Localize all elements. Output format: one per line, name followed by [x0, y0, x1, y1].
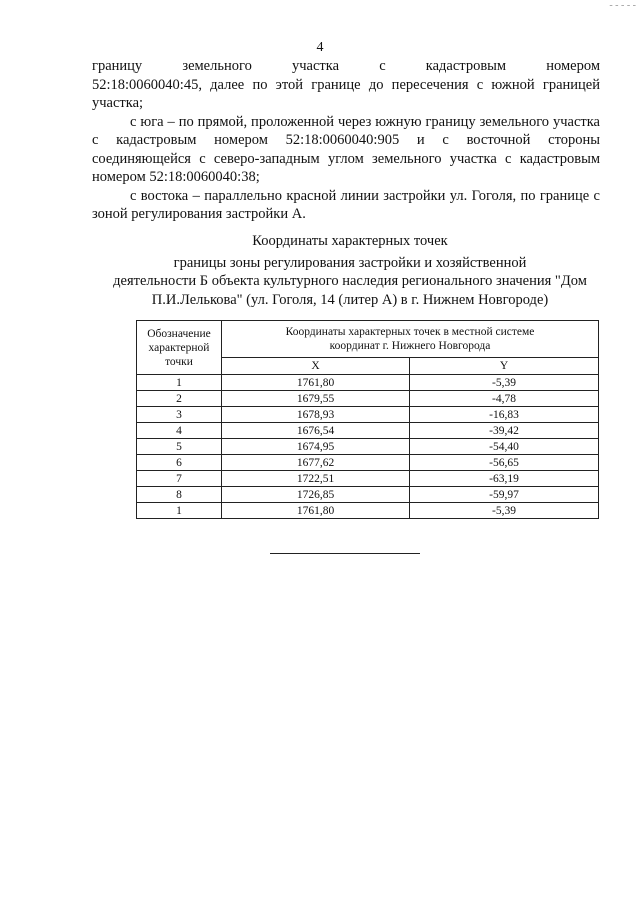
paragraph-south: с юга – по прямой, проложенной через южную границу земельного участка с кадастровым номером 52:18:0060040:905 и с восточной стороны соединяющейся с северо-западным углом земельного участка с кадастровым номером 52:18:0060040:38;: [92, 113, 600, 185]
x-cell: 1722,51: [222, 471, 410, 487]
table-row: [137, 375, 599, 391]
point-cell: 3: [137, 407, 222, 423]
y-cell: -5,39: [410, 503, 599, 519]
x-cell: 1678,93: [222, 407, 410, 423]
header-text: точки: [165, 355, 193, 368]
header-text: координат г. Нижнего Новгорода: [329, 340, 491, 352]
word: земельного: [182, 58, 252, 74]
y-cell: -63,19: [410, 471, 599, 487]
point-cell: 4: [137, 423, 222, 439]
point-cell: 2: [137, 391, 222, 407]
word: границу: [92, 58, 143, 74]
table-row: [137, 487, 599, 503]
coordinates-table: [136, 320, 599, 519]
x-cell: 1676,54: [222, 423, 410, 439]
y-cell: -39,42: [410, 423, 599, 439]
y-cell: -54,40: [410, 439, 599, 455]
y-cell: -56,65: [410, 455, 599, 471]
table-row: [137, 439, 599, 455]
point-cell: 6: [137, 455, 222, 471]
point-cell: 7: [137, 471, 222, 487]
corner-mark: - - - - -: [609, 0, 636, 11]
word: номером: [546, 58, 601, 74]
page-number: 4: [316, 40, 324, 55]
table-row: [137, 391, 599, 407]
header-y: Y: [410, 358, 599, 375]
point-cell: 5: [137, 439, 222, 455]
x-cell: 1726,85: [222, 487, 410, 503]
title-line: П.И.Лелькова" (ул. Гоголя, 14 (литер А) в г. Нижнем Новгороде): [151, 291, 549, 308]
table-row: [137, 471, 599, 487]
paragraph-boundary-line: [92, 57, 600, 76]
header-text: Координаты характерных точек в местной системе: [285, 326, 535, 338]
word: с кадастровым: [379, 58, 507, 74]
title-line: границы зоны регулирования застройки и хозяйственной: [173, 254, 527, 271]
title-line: деятельности Б объекта культурного наследия регионального значения "Дом: [113, 273, 587, 289]
x-cell: 1761,80: [222, 503, 410, 519]
x-cell: 1674,95: [222, 439, 410, 455]
table-row: [137, 503, 599, 519]
paragraph-east: с востока – параллельно красной линии застройки ул. Гоголя, по границе с зоной регулирования застройки А.: [92, 187, 600, 222]
end-divider: [270, 553, 420, 554]
point-cell: 8: [137, 487, 222, 503]
word: участка: [292, 58, 340, 74]
x-cell: 1679,55: [222, 391, 410, 407]
header-coordinates: [222, 321, 599, 358]
x-cell: 1761,80: [222, 375, 410, 391]
table-row: [137, 455, 599, 471]
table-row: [137, 423, 599, 439]
point-cell: 1: [137, 503, 222, 519]
paragraph-boundary: 52:18:0060040:45, далее по этой границе до пересечения с южной границей участка;: [92, 76, 600, 111]
section-title: [80, 232, 620, 309]
body-text: [92, 57, 600, 224]
table-row: [137, 407, 599, 423]
header-text: характерной: [148, 341, 210, 354]
title-line: Координаты характерных точек: [252, 233, 448, 249]
y-cell: -5,39: [410, 375, 599, 391]
header-x: X: [222, 358, 410, 375]
y-cell: -4,78: [410, 391, 599, 407]
point-cell: 1: [137, 375, 222, 391]
y-cell: -16,83: [410, 407, 599, 423]
header-text: Обозначение: [147, 327, 211, 340]
header-point: [137, 321, 222, 375]
y-cell: -59,97: [410, 487, 599, 503]
x-cell: 1677,62: [222, 455, 410, 471]
